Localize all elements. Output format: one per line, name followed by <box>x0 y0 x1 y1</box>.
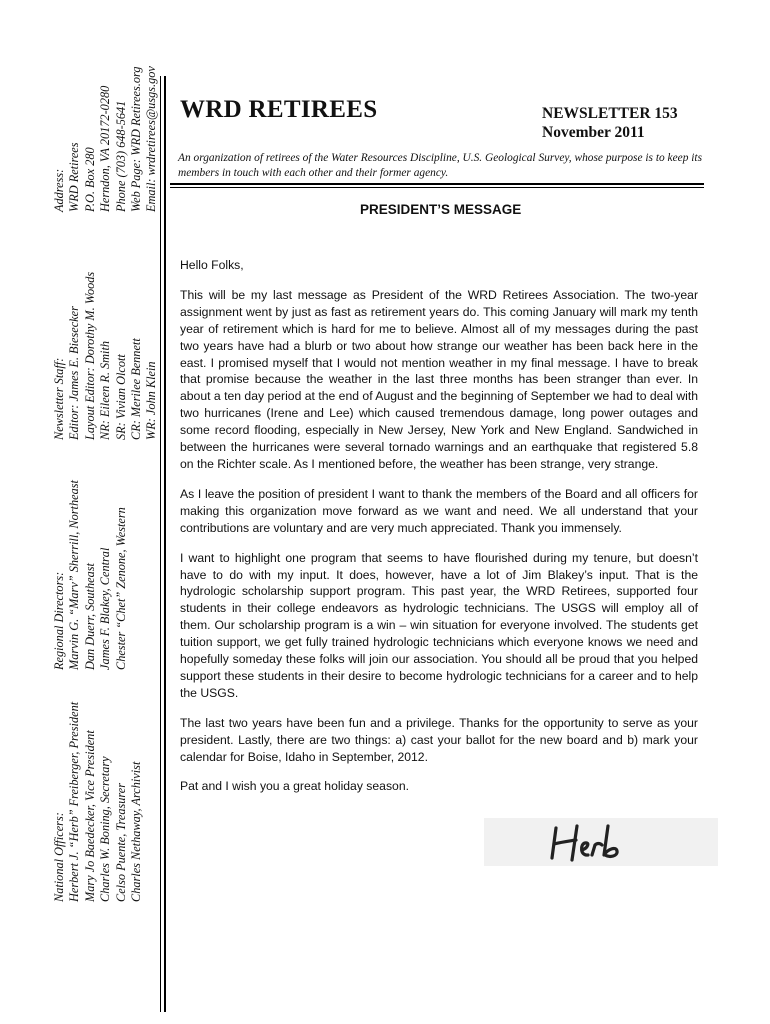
page-title: WRD RETIREES <box>180 96 378 123</box>
message-paragraph: Pat and I wish you a great holiday season. <box>180 779 409 794</box>
message-paragraph: As I leave the position of president I want to thank the members of the Board and all officers for making this organization move forward as we want and need. We all understand that your contributions are voluntary and are very much appreciated. Thank you immensely. <box>180 486 698 535</box>
officer-line: Mary Jo Baedecker, Vice President <box>82 730 97 902</box>
director-line: Chester “Chet” Zenone, Western <box>113 507 128 670</box>
section-title: PRESIDENT’S MESSAGE <box>360 202 522 217</box>
president-message <box>180 257 698 808</box>
director-line: James F. Blakey, Central <box>98 547 113 670</box>
phone-line: Phone (703) 648-5641 <box>113 100 128 212</box>
address-line: P.O. Box 280 <box>82 147 97 212</box>
email-line: Email: wrdretirees@usgs.gov <box>144 66 159 212</box>
header-divider-thin <box>170 187 704 188</box>
director-line: Dan Duerr, Southeast <box>82 563 97 670</box>
officer-line: Herbert J. “Herb” Freiberger, President <box>67 701 82 902</box>
staff-line: NR: Eileen R. Smith <box>98 340 113 440</box>
tagline: An organization of retirees of the Water Resources Discipline, U.S. Geological Survey, whose purpose is to keep its members in touch with each other and their former agency. <box>178 152 702 179</box>
regional-directors-heading: Regional Directors: <box>52 571 66 670</box>
national-officers <box>52 702 144 902</box>
officer-line: Celso Puente, Treasurer <box>113 783 128 902</box>
issue-info <box>542 104 692 142</box>
sidebar-masthead <box>52 62 159 902</box>
signature-image <box>484 818 718 866</box>
greeting: Hello Folks, <box>180 258 244 272</box>
issue-date: November 2011 <box>542 124 645 141</box>
address-block <box>52 66 160 212</box>
address-line: WRD Retirees <box>67 142 82 212</box>
signature <box>484 818 718 866</box>
staff-line: CR: Merilee Bennett <box>129 338 144 440</box>
vertical-divider-thick <box>164 76 166 1012</box>
web-page-line: Web Page: WRD Retirees.org <box>129 66 144 212</box>
message-paragraph: This will be my last message as President of the WRD Retirees Association. The two-year assignment went by just as fast as retirement years do. This coming January will mark my tenth year of retirement which is hard for me to believe. Almost all of my messages during the past two years have had a blurb or two about how strange our weather has been back here in the east. I promised myself that I would not mention weather in my final message. I have to break that promise because the weather in the last three months has been stranger than ever. In about a ten day period at the end of August and the beginning of September we had to deal with two hurricanes (Irene and Lee) which caused tremendous damage, long power outages and some record flooding, especially in New Jersey, New York and New England. Sandwiched in between the hurricanes were several tornado warnings and an earthquake that registered 5.8 on the Richter scale. As I mentioned before, the weather has been strange, very strange. <box>180 287 698 471</box>
national-officers-heading: National Officers: <box>52 812 66 902</box>
vertical-divider <box>160 76 161 1012</box>
director-line: Marvin G. “Marv” Sherrill, Northeast <box>67 480 82 670</box>
officer-line: Charles Nethaway, Archivist <box>129 761 144 902</box>
message-paragraph: The last two years have been fun and a privilege. Thanks for the opportunity to serve as your president. Lastly, there are two things: a) cast your ballot for the new board and b) mark your calendar for Boise, Idaho in September, 2012. <box>180 715 698 764</box>
address-line: Herndon, VA 20172-0280 <box>98 85 113 212</box>
officer-line: Charles W. Boning, Secretary <box>98 756 113 902</box>
header-divider <box>170 183 704 185</box>
staff-line: WR: John Klein <box>144 361 159 440</box>
staff-line: SR: Vivian Olcott <box>113 354 128 440</box>
staff-line: Layout Editor: Dorothy M. Woods <box>82 271 97 440</box>
newsletter-staff-heading: Newsletter Staff: <box>52 357 66 440</box>
staff-line: Editor: James E. Biesecker <box>67 306 82 440</box>
newsletter-staff <box>52 272 160 440</box>
address-heading: Address: <box>52 168 66 212</box>
regional-directors <box>52 480 129 670</box>
newsletter-number: NEWSLETTER 153 <box>542 105 678 122</box>
message-paragraph: I want to highlight one program that seems to have flourished during my tenure, but doesn’t have to do with my input. It does, however, have a lot of Jim Blakey’s input. That is the hydrologic scholarship support program. This past year, the WRD Retirees, supported four students in their college endeavors as hydrologic technicians. The USGS will employ all of them. Our scholarship program is a win – win situation for everyone involved. The students get tuition support, we get fully trained hydrologic technicians which everyone knows we need and hopefully someday these folks will join our association. You should all be proud that you helped support these students in their desire to become hydrologic technicians for a career and to help the USGS. <box>180 550 698 700</box>
